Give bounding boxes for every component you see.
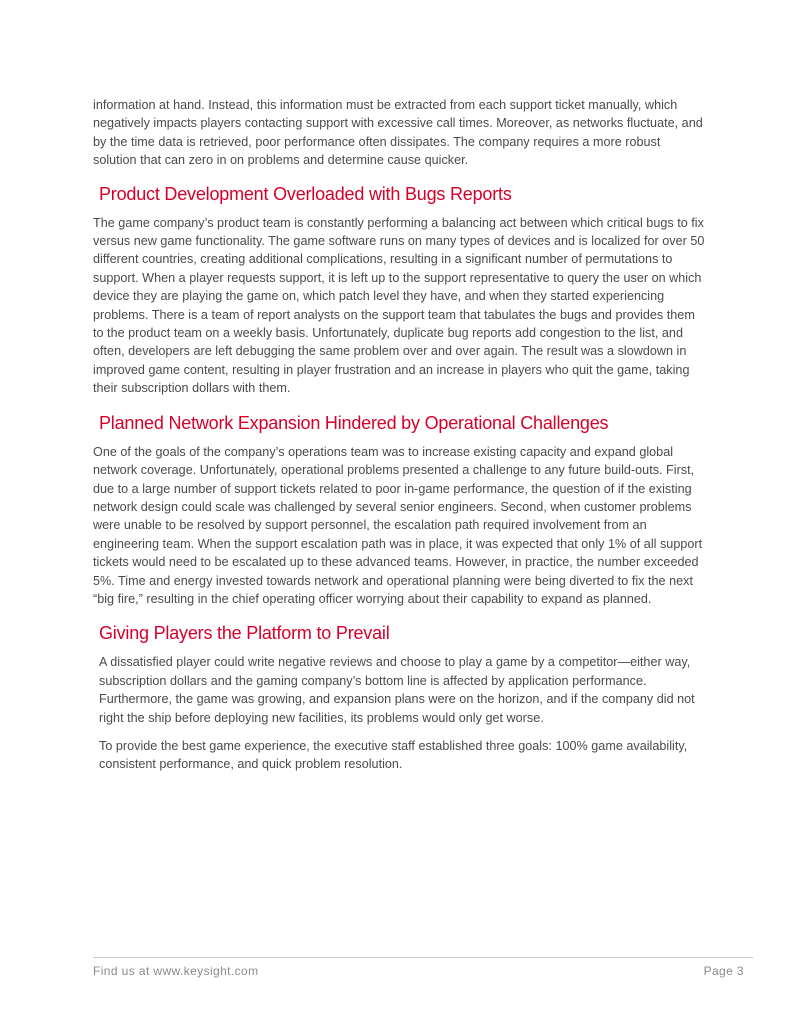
heading-product-development: Product Development Overloaded with Bugs Reports xyxy=(99,183,512,204)
paragraph-product-development: The game company’s product team is constantly performing a balancing act between which critical bugs to fix versus new game functionality. The game software runs on many types of devices and is localized for over 50 different countries, creating additional complications, resulting in a significant number of permutations to support. When a player requests support, it is left up to the support representative to query the user on which device they are playing the game on, which patch level they have, and when they started experiencing problems. There is a team of report analysts on the support team that tabulates the bugs and provides them to the product team on a weekly basis. Unfortunately, duplicate bug reports add congestion to the list, and often, developers are left debugging the same problem over and over again. The result was a slowdown in improved game content, resulting in player frustration and an increase in players who quit the game, taking their subscription dollars with them. xyxy=(93,215,705,396)
paragraph-planned-network-expansion: One of the goals of the company’s operations team was to increase existing capacity and expand global network coverage. Unfortunately, operational problems presented a challenge to any future build-outs. First, due to a large number of support tickets related to poor in-game performance, the question of if the existing network design could scale was challenged by several senior engineers. Second, when customer problems were unable to be resolved by support personnel, the escalation path required involvement from an engineering team. When the support escalation path was in place, it was expected that only 1% of all support tickets would need to be escalated up to these advanced teams. However, in practice, the number exceeded 5%. Time and energy invested towards network and operational planning were being diverted to fix the next “big fire,” resulting in the chief operating officer worrying about their capability to expand as planned. xyxy=(93,444,703,606)
heading-giving-players-platform: Giving Players the Platform to Prevail xyxy=(99,623,390,644)
footer-website-link[interactable]: Find us at www.keysight.com xyxy=(93,964,259,978)
intro-paragraph: information at hand. Instead, this information must be extracted from each support ticket manually, which negatively impacts players contacting support with excessive call times. Moreover, as networks fluctuate, and by the time data is retrieved, poor performance often dissipates. The company requires a more robust solution that can zero in on problems and determine cause quicker. xyxy=(93,98,703,168)
heading-planned-network-expansion: Planned Network Expansion Hindered by Operational Challenges xyxy=(99,412,609,433)
paragraph-three-goals: To provide the best game experience, the executive staff established three goals: 100% game availability, consistent performance, and quick problem resolution. xyxy=(99,738,688,772)
document-body xyxy=(93,96,705,774)
footer-page-number: Page 3 xyxy=(703,964,744,978)
footer-divider xyxy=(93,957,753,958)
paragraph-dissatisfied-player: A dissatisfied player could write negative reviews and choose to play a game by a competitor—either way, subscription dollars and the gaming company’s bottom line is affected by application performance. Furthermore, the game was growing, and expansion plans were on the horizon, and if the company did not right the ship before deploying new facilities, its problems would only get worse. xyxy=(99,655,695,725)
